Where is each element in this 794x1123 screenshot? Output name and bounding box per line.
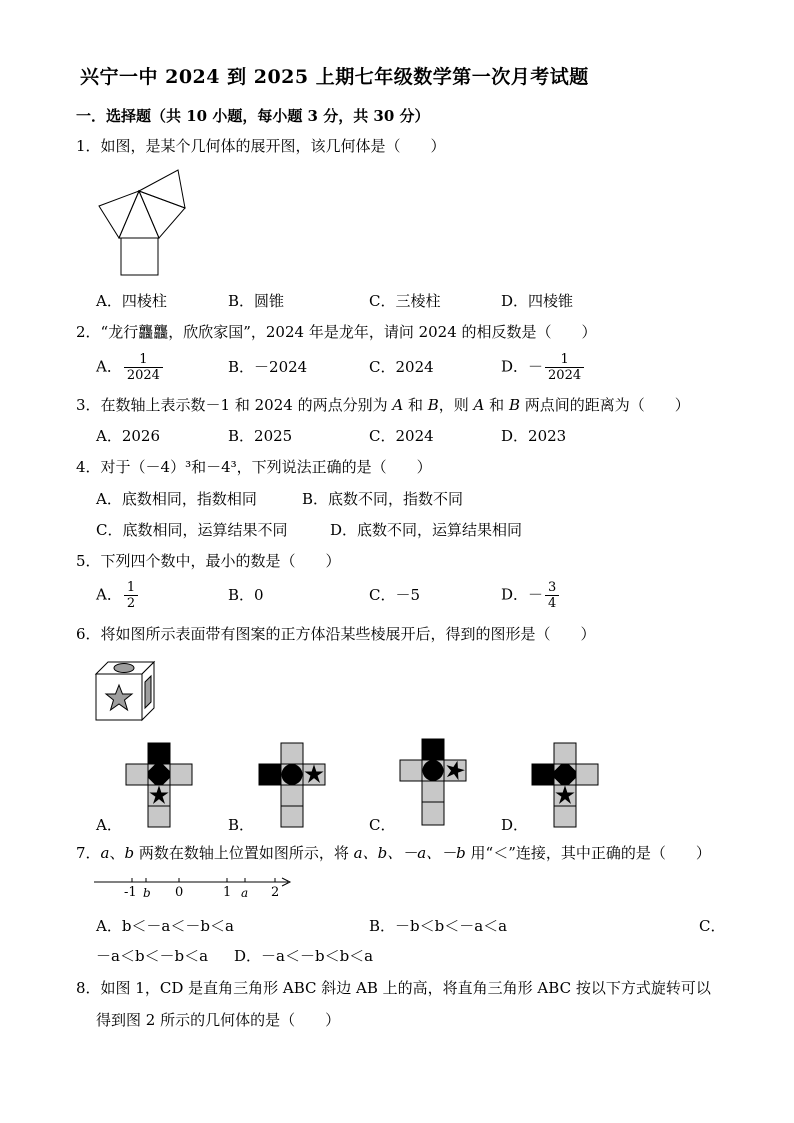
- point-a-label: A: [392, 396, 404, 414]
- axis-label-minus-one: -1: [124, 885, 137, 900]
- patterned-cube-figure: [94, 660, 156, 722]
- axis-label-zero: 0: [175, 885, 184, 900]
- number-line-figure: [92, 872, 297, 902]
- q3-text-and: 和: [403, 396, 428, 414]
- q1-option-b[interactable]: B．圆锥: [228, 292, 285, 310]
- q5-option-a-fraction: [124, 580, 138, 611]
- q3-text-pre: 3．在数轴上表示数－1 和 2024 的两点分别为: [76, 396, 393, 414]
- q2-option-a-fraction: [124, 352, 163, 383]
- q6-option-c-net[interactable]: [398, 737, 468, 829]
- question-8-text-line2: 得到图 2 所示的几何体的是（ ）: [96, 1011, 341, 1029]
- q5-option-c[interactable]: C．－5: [369, 586, 421, 604]
- q7-option-d[interactable]: D．－a＜－b＜b＜a: [234, 947, 374, 965]
- q7-text-post: 用“＜”连接，其中正确的是（ ）: [465, 844, 711, 862]
- question-6-text: 6．将如图所示表面带有图案的正方体沿某些棱展开后，得到的图形是（ ）: [76, 625, 596, 643]
- fraction-denominator: 4: [545, 595, 559, 611]
- q7-separator: 、: [109, 844, 125, 862]
- variable-b: b: [124, 844, 135, 862]
- q4-option-c[interactable]: C．底数相同，运算结果不同: [96, 521, 288, 539]
- question-2-text: 2．“龙行龘龘，欣欣家国”，2024 年是龙年，请问 2024 的相反数是（ ）: [76, 323, 597, 341]
- q2-option-d-label: D．－: [501, 357, 544, 376]
- q2-option-a[interactable]: [96, 352, 163, 383]
- q3-text-then: ，则: [438, 396, 474, 414]
- q7-option-c-label[interactable]: C．: [699, 917, 726, 935]
- point-b-label: B: [508, 396, 520, 414]
- axis-label-b: b: [143, 886, 151, 900]
- q7-text-mid: 两数在数轴上位置如图所示，将: [134, 844, 354, 862]
- q2-option-d-fraction: [545, 352, 584, 383]
- exam-title: 兴宁一中 2024 到 2025 上期七年级数学第一次月考试题: [80, 66, 589, 88]
- fraction-denominator: 2024: [545, 367, 584, 383]
- q3-option-a[interactable]: A．2026: [96, 427, 161, 445]
- q6-option-a-label[interactable]: A．: [96, 816, 122, 834]
- q2-option-a-label: A．: [96, 357, 122, 376]
- fraction-numerator: 1: [126, 580, 136, 595]
- question-7-text: [76, 843, 711, 863]
- q3-option-b[interactable]: B．2025: [228, 427, 293, 445]
- question-8-text-line1: 8．如图 1，CD 是直角三角形 ABC 斜边 AB 上的高，将直角三角形 ABC 按以下方式旋转可以: [76, 979, 711, 997]
- point-a-label: A: [473, 396, 485, 414]
- q4-option-a[interactable]: A．底数相同，指数相同: [96, 490, 257, 508]
- point-b-label: B: [427, 396, 439, 414]
- q5-option-d[interactable]: [501, 580, 559, 611]
- q6-option-d-net[interactable]: [530, 741, 600, 831]
- q2-option-c[interactable]: C．2024: [369, 358, 434, 376]
- axis-label-a: a: [241, 886, 249, 900]
- q7-option-b[interactable]: B．－b＜b＜－a＜a: [369, 917, 508, 935]
- axis-label-one: 1: [223, 885, 232, 900]
- q3-option-c[interactable]: C．2024: [369, 427, 434, 445]
- question-1-text: 1．如图，是某个几何体的展开图，该几何体是（ ）: [76, 137, 446, 155]
- q3-text-post: 两点间的距离为（ ）: [519, 396, 690, 414]
- q6-option-c-label[interactable]: C．: [369, 816, 396, 834]
- q4-option-b[interactable]: B．底数不同，指数不同: [302, 490, 464, 508]
- q5-option-b[interactable]: B．0: [228, 586, 264, 604]
- question-1-net-figure: [96, 166, 188, 278]
- fraction-denominator: 2024: [124, 367, 163, 383]
- q5-option-d-fraction: [545, 580, 559, 611]
- q7-number: 7．: [76, 844, 101, 862]
- q2-option-d[interactable]: [501, 352, 584, 383]
- q6-option-d-label[interactable]: D．: [501, 816, 529, 834]
- q1-option-d[interactable]: D．四棱锥: [501, 292, 574, 310]
- question-4-text: 4．对于（－4）³和－4³，下列说法正确的是（ ）: [76, 458, 432, 476]
- q7-expression-list: a、b、－a、－b: [353, 844, 466, 862]
- question-5-text: 5．下列四个数中，最小的数是（ ）: [76, 552, 341, 570]
- fraction-numerator: 1: [560, 352, 569, 367]
- q4-option-d[interactable]: D．底数不同，运算结果相同: [330, 521, 523, 539]
- q5-option-d-label: D．－: [501, 585, 544, 604]
- q1-option-a[interactable]: A．四棱柱: [96, 292, 167, 310]
- q3-text-and: 和: [484, 396, 509, 414]
- question-3-text: [76, 395, 690, 415]
- fraction-numerator: 1: [139, 352, 148, 367]
- q1-option-c[interactable]: C．三棱柱: [369, 292, 441, 310]
- variable-a: a: [100, 844, 110, 862]
- q6-option-a-net[interactable]: [124, 741, 194, 831]
- fraction-denominator: 2: [124, 595, 138, 611]
- fraction-numerator: 3: [548, 580, 557, 595]
- q6-option-b-net[interactable]: [257, 741, 327, 831]
- q6-option-b-label[interactable]: B．: [228, 816, 255, 834]
- q2-option-b[interactable]: B．－2024: [228, 358, 308, 376]
- q7-option-a[interactable]: A．b＜－a＜－b＜a: [96, 917, 234, 935]
- q7-option-c-value[interactable]: －a＜b＜－b＜a: [96, 947, 209, 965]
- axis-label-two: 2: [271, 885, 280, 900]
- section-heading: 一．选择题（共 10 小题，每小题 3 分，共 30 分）: [76, 107, 430, 125]
- q5-option-a-label: A．: [96, 585, 122, 604]
- q5-option-a[interactable]: [96, 580, 138, 611]
- q3-option-d[interactable]: D．2023: [501, 427, 567, 445]
